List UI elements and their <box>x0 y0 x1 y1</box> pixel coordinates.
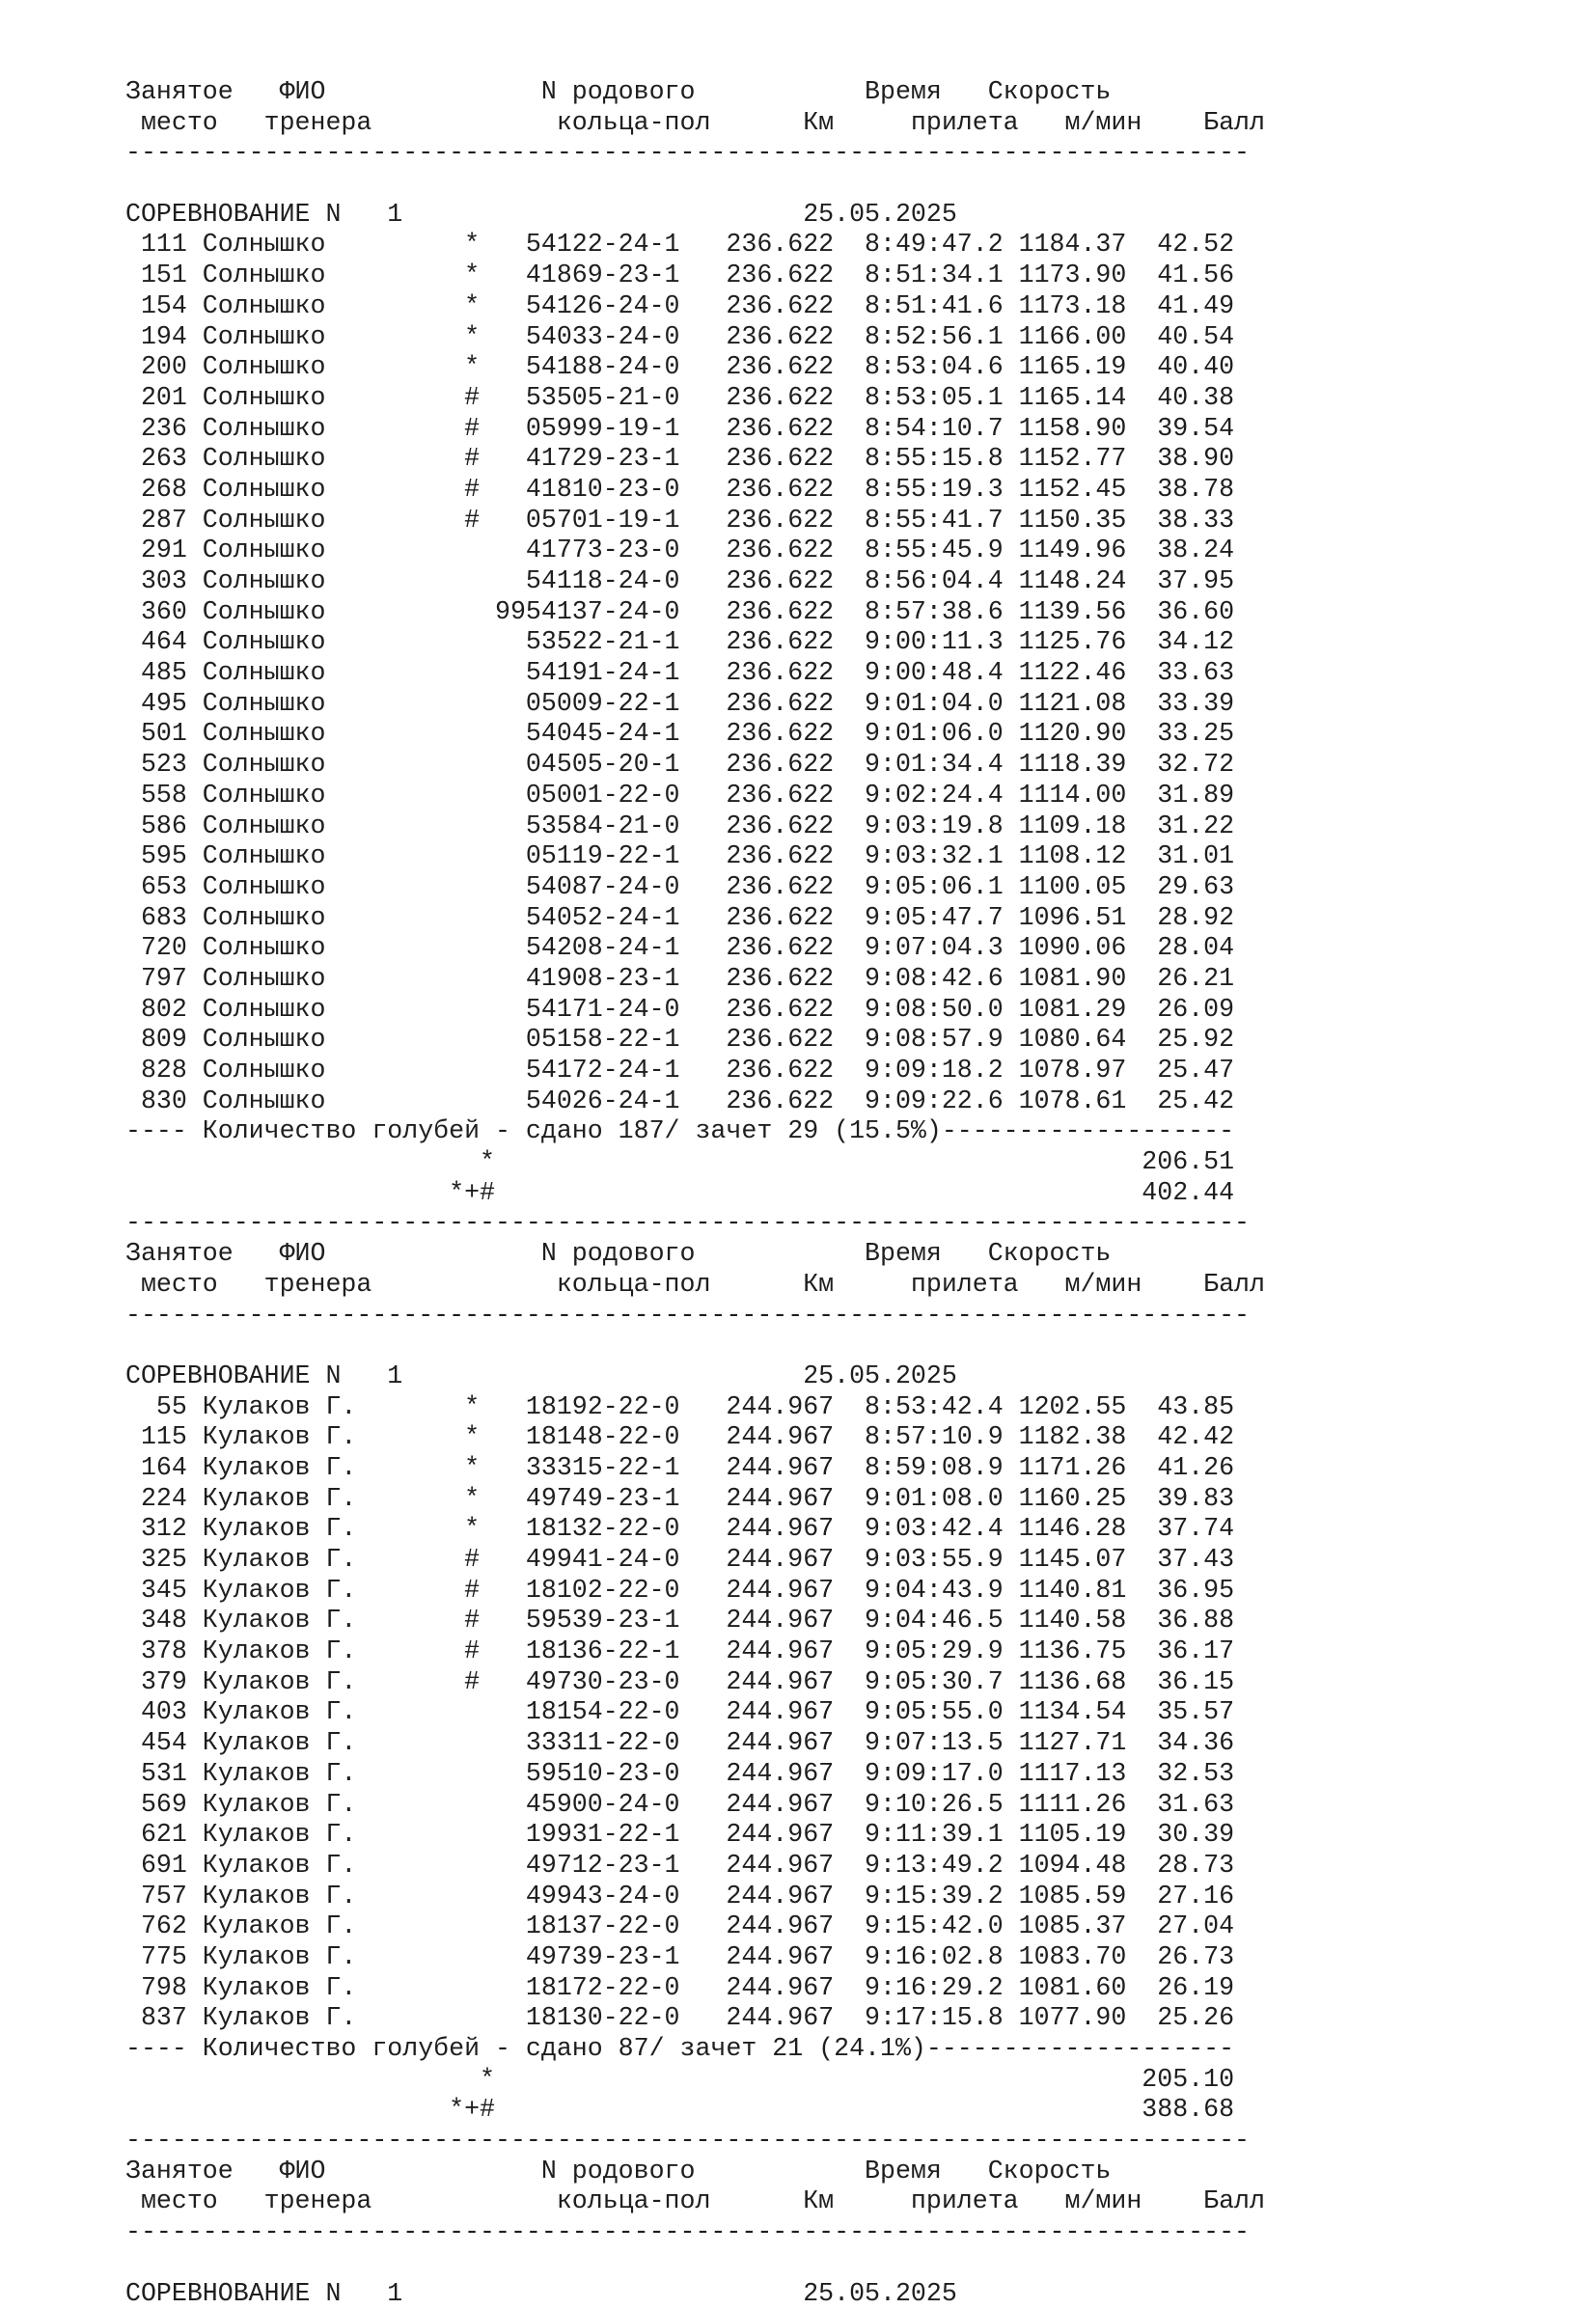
blank-line <box>125 169 1265 200</box>
result-row: 201 Солнышко # 53505-21-0 236.622 8:53:05.1 1165.14 40.38 <box>125 383 1265 414</box>
header-rule: ------------------------------------------------------------------------- <box>125 2217 1265 2248</box>
result-row: 263 Солнышко # 41729-23-1 236.622 8:55:15.8 1152.77 38.90 <box>125 444 1265 475</box>
competition-line: СОРЕВНОВАНИЕ N 1 25.05.2025 <box>125 2279 1265 2309</box>
results-document <box>125 77 1265 2309</box>
result-row: 194 Солнышко * 54033-24-0 236.622 8:52:56.1 1166.00 40.54 <box>125 322 1265 353</box>
result-row: 111 Солнышко * 54122-24-1 236.622 8:49:47.2 1184.37 42.52 <box>125 230 1265 261</box>
result-row: 595 Солнышко 05119-22-1 236.622 9:03:32.1 1108.12 31.01 <box>125 841 1265 872</box>
result-row: 762 Кулаков Г. 18137-22-0 244.967 9:15:42.0 1085.37 27.04 <box>125 1911 1265 1942</box>
result-row: 55 Кулаков Г. * 18192-22-0 244.967 8:53:42.4 1202.55 43.85 <box>125 1392 1265 1423</box>
result-row: 775 Кулаков Г. 49739-23-1 244.967 9:16:02.8 1083.70 26.73 <box>125 1942 1265 1973</box>
column-header-line-2: место тренера кольца-пол Км прилета м/мин Балл <box>125 1270 1265 1301</box>
result-row: 378 Кулаков Г. # 18136-22-1 244.967 9:05:29.9 1136.75 36.17 <box>125 1636 1265 1667</box>
header-rule: ------------------------------------------------------------------------- <box>125 1301 1265 1332</box>
result-row: 828 Солнышко 54172-24-1 236.622 9:09:18.2 1078.97 25.47 <box>125 1056 1265 1086</box>
result-row: 691 Кулаков Г. 49712-23-1 244.967 9:13:49.2 1094.48 28.73 <box>125 1851 1265 1882</box>
result-row: 403 Кулаков Г. 18154-22-0 244.967 9:05:55.0 1134.54 35.57 <box>125 1697 1265 1728</box>
result-row: 501 Солнышко 54045-24-1 236.622 9:01:06.0 1120.90 33.25 <box>125 719 1265 750</box>
result-row: 683 Солнышко 54052-24-1 236.622 9:05:47.7 1096.51 28.92 <box>125 903 1265 934</box>
result-row: 558 Солнышко 05001-22-0 236.622 9:02:24.4 1114.00 31.89 <box>125 781 1265 811</box>
competition-line: СОРЕВНОВАНИЕ N 1 25.05.2025 <box>125 1361 1265 1392</box>
column-header-line-2: место тренера кольца-пол Км прилета м/мин Балл <box>125 2186 1265 2217</box>
result-row: 268 Солнышко # 41810-23-0 236.622 8:55:19.3 1152.45 38.78 <box>125 475 1265 506</box>
result-row: 523 Солнышко 04505-20-1 236.622 9:01:34.4 1118.39 32.72 <box>125 750 1265 781</box>
total-star-points: * 206.51 <box>125 1147 1265 1178</box>
result-row: 154 Солнышко * 54126-24-0 236.622 8:51:41.6 1173.18 41.49 <box>125 291 1265 322</box>
result-row: 569 Кулаков Г. 45900-24-0 244.967 9:10:26.5 1111.26 31.63 <box>125 1790 1265 1821</box>
result-row: 164 Кулаков Г. * 33315-22-1 244.967 8:59:08.9 1171.26 41.26 <box>125 1453 1265 1484</box>
column-header-line-1: Занятое ФИО N родового Время Скорость <box>125 77 1265 108</box>
result-row: 325 Кулаков Г. # 49941-24-0 244.967 9:03:55.9 1145.07 37.43 <box>125 1545 1265 1576</box>
result-row: 464 Солнышко 53522-21-1 236.622 9:00:11.3 1125.76 34.12 <box>125 627 1265 658</box>
result-row: 287 Солнышко # 05701-19-1 236.622 8:55:41.7 1150.35 38.33 <box>125 506 1265 536</box>
pigeon-count-summary: ---- Количество голубей - сдано 87/ зачет 21 (24.1%)-------------------- <box>125 2034 1265 2065</box>
result-row: 757 Кулаков Г. 49943-24-0 244.967 9:15:39.2 1085.59 27.16 <box>125 1882 1265 1912</box>
result-row: 454 Кулаков Г. 33311-22-0 244.967 9:07:13.5 1127.71 34.36 <box>125 1728 1265 1759</box>
result-row: 200 Солнышко * 54188-24-0 236.622 8:53:04.6 1165.19 40.40 <box>125 352 1265 383</box>
result-row: 621 Кулаков Г. 19931-22-1 244.967 9:11:39.1 1105.19 30.39 <box>125 1820 1265 1851</box>
result-row: 798 Кулаков Г. 18172-22-0 244.967 9:16:29.2 1081.60 26.19 <box>125 1973 1265 2004</box>
section-rule: ------------------------------------------------------------------------- <box>125 2126 1265 2157</box>
result-row: 797 Солнышко 41908-23-1 236.622 9:08:42.6 1081.90 26.21 <box>125 964 1265 995</box>
result-row: 485 Солнышко 54191-24-1 236.622 9:00:48.4 1122.46 33.63 <box>125 658 1265 689</box>
competition-line: СОРЕВНОВАНИЕ N 1 25.05.2025 <box>125 200 1265 231</box>
result-row: 348 Кулаков Г. # 59539-23-1 244.967 9:04:46.5 1140.58 36.88 <box>125 1606 1265 1636</box>
result-row: 360 Солнышко 9954137-24-0 236.622 8:57:38.6 1139.56 36.60 <box>125 597 1265 628</box>
result-row: 586 Солнышко 53584-21-0 236.622 9:03:19.8 1109.18 31.22 <box>125 811 1265 842</box>
total-all-points: *+# 402.44 <box>125 1178 1265 1209</box>
result-row: 224 Кулаков Г. * 49749-23-1 244.967 9:01:08.0 1160.25 39.83 <box>125 1484 1265 1515</box>
column-header-line-1: Занятое ФИО N родового Время Скорость <box>125 2157 1265 2187</box>
result-row: 236 Солнышко # 05999-19-1 236.622 8:54:10.7 1158.90 39.54 <box>125 414 1265 445</box>
result-row: 809 Солнышко 05158-22-1 236.622 9:08:57.9 1080.64 25.92 <box>125 1025 1265 1056</box>
section-rule: ------------------------------------------------------------------------- <box>125 1208 1265 1239</box>
column-header-line-1: Занятое ФИО N родового Время Скорость <box>125 1239 1265 1270</box>
header-rule: ------------------------------------------------------------------------- <box>125 138 1265 169</box>
result-row: 531 Кулаков Г. 59510-23-0 244.967 9:09:17.0 1117.13 32.53 <box>125 1759 1265 1790</box>
result-row: 495 Солнышко 05009-22-1 236.622 9:01:04.0 1121.08 33.39 <box>125 689 1265 720</box>
result-row: 720 Солнышко 54208-24-1 236.622 9:07:04.3 1090.06 28.04 <box>125 933 1265 964</box>
blank-line <box>125 2248 1265 2279</box>
total-star-points: * 205.10 <box>125 2065 1265 2096</box>
result-row: 291 Солнышко 41773-23-0 236.622 8:55:45.9 1149.96 38.24 <box>125 536 1265 566</box>
total-all-points: *+# 388.68 <box>125 2095 1265 2126</box>
result-row: 837 Кулаков Г. 18130-22-0 244.967 9:17:15.8 1077.90 25.26 <box>125 2003 1265 2034</box>
blank-line <box>125 1331 1265 1361</box>
column-header-line-2: место тренера кольца-пол Км прилета м/мин Балл <box>125 108 1265 139</box>
result-row: 115 Кулаков Г. * 18148-22-0 244.967 8:57:10.9 1182.38 42.42 <box>125 1422 1265 1453</box>
result-row: 303 Солнышко 54118-24-0 236.622 8:56:04.4 1148.24 37.95 <box>125 566 1265 597</box>
result-row: 379 Кулаков Г. # 49730-23-0 244.967 9:05:30.7 1136.68 36.15 <box>125 1667 1265 1698</box>
result-row: 151 Солнышко * 41869-23-1 236.622 8:51:34.1 1173.90 41.56 <box>125 261 1265 291</box>
pigeon-count-summary: ---- Количество голубей - сдано 187/ зачет 29 (15.5%)------------------- <box>125 1116 1265 1147</box>
result-row: 802 Солнышко 54171-24-0 236.622 9:08:50.0 1081.29 26.09 <box>125 995 1265 1026</box>
result-row: 653 Солнышко 54087-24-0 236.622 9:05:06.1 1100.05 29.63 <box>125 872 1265 903</box>
result-row: 830 Солнышко 54026-24-1 236.622 9:09:22.6 1078.61 25.42 <box>125 1086 1265 1117</box>
result-row: 345 Кулаков Г. # 18102-22-0 244.967 9:04:43.9 1140.81 36.95 <box>125 1576 1265 1607</box>
result-row: 312 Кулаков Г. * 18132-22-0 244.967 9:03:42.4 1146.28 37.74 <box>125 1514 1265 1545</box>
